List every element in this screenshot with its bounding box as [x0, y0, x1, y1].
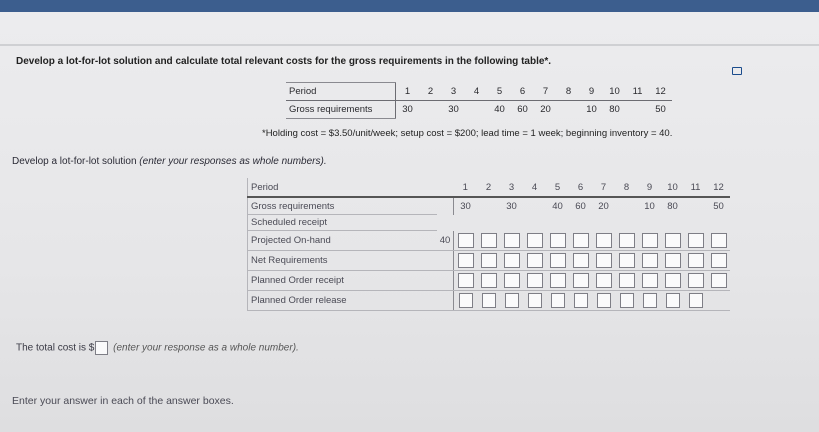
input-cell	[523, 271, 546, 291]
input-cell	[500, 271, 523, 291]
period-cell: 3	[500, 178, 523, 197]
blank-cell	[707, 291, 730, 311]
planned-order-release-input[interactable]	[643, 293, 657, 308]
blank-cell	[437, 291, 454, 311]
gross-cell	[523, 197, 546, 215]
input-cell	[684, 291, 707, 311]
input-cell	[477, 271, 500, 291]
given-gross-cell: 50	[655, 104, 666, 116]
given-gross-cell	[557, 101, 580, 119]
planned-order-release-input[interactable]	[459, 293, 473, 308]
cost-note: *Holding cost = $3.50/unit/week; setup cost = $200; lead time = 1 week; beginning inventory = 40.	[262, 128, 673, 139]
planned-order-receipt-input[interactable]	[596, 273, 612, 288]
instruction-hint: (enter your responses as whole numbers).	[139, 156, 327, 167]
input-cell	[500, 231, 523, 251]
gross-cell: 50	[713, 200, 724, 212]
input-cell	[500, 291, 523, 311]
given-gross-cell: 40	[494, 104, 505, 116]
gross-cell: 20	[598, 200, 609, 212]
projected-on-hand-input[interactable]	[642, 233, 658, 248]
projected-on-hand-input[interactable]	[573, 233, 589, 248]
input-cell	[615, 271, 638, 291]
planned-order-receipt-input[interactable]	[688, 273, 704, 288]
given-gross-cell	[626, 101, 649, 119]
input-cell	[638, 291, 661, 311]
input-cell	[661, 231, 684, 251]
given-period-cell: 5	[488, 83, 511, 101]
total-cost-input[interactable]	[95, 341, 108, 355]
planned-order-receipt-input[interactable]	[642, 273, 658, 288]
input-cell	[707, 251, 730, 271]
gross-cell: 30	[506, 200, 517, 212]
copy-icon[interactable]	[732, 67, 742, 75]
given-gross-cell: 10	[586, 104, 597, 116]
input-cell	[546, 271, 569, 291]
projected-on-hand-input[interactable]	[481, 233, 497, 248]
gross-cell	[477, 197, 500, 215]
input-cell	[477, 251, 500, 271]
blank-cell	[437, 251, 454, 271]
period-cell: 10	[661, 178, 684, 197]
period-cell: 5	[546, 178, 569, 197]
planned-order-release-input[interactable]	[482, 293, 496, 308]
planned-order-release-input[interactable]	[528, 293, 542, 308]
period-cell: 4	[523, 178, 546, 197]
blank-cell	[454, 215, 731, 231]
input-cell	[523, 231, 546, 251]
planned-order-release-input[interactable]	[505, 293, 519, 308]
input-cell	[523, 251, 546, 271]
given-gross-cell	[465, 101, 488, 119]
projected-on-hand-input[interactable]	[619, 233, 635, 248]
net-requirements-input[interactable]	[458, 253, 474, 268]
blank-cell	[437, 197, 454, 215]
input-cell	[592, 231, 615, 251]
given-period-cell: 11	[626, 83, 649, 101]
blank-cell	[437, 271, 454, 291]
input-cell	[684, 231, 707, 251]
gross-cell: 10	[644, 200, 655, 212]
total-cost-line	[16, 341, 299, 355]
input-cell	[638, 231, 661, 251]
input-cell	[569, 231, 592, 251]
gross-requirements-row	[248, 197, 731, 215]
given-gross-label: Gross requirements	[286, 101, 396, 119]
input-cell	[661, 251, 684, 271]
gross-cell: 60	[575, 200, 586, 212]
input-cell	[569, 271, 592, 291]
period-cell: 9	[638, 178, 661, 197]
given-period-cell: 10	[603, 83, 626, 101]
input-cell	[454, 231, 478, 251]
given-period-cell: 2	[419, 83, 442, 101]
net-requirements-input[interactable]	[527, 253, 543, 268]
planned-order-release-input[interactable]	[620, 293, 634, 308]
given-period-label: Period	[286, 83, 396, 101]
total-cost-hint: (enter your response as a whole number).	[113, 342, 299, 354]
planned-order-receipt-input[interactable]	[665, 273, 681, 288]
gross-cell: 80	[667, 200, 678, 212]
projected-on-hand-input[interactable]	[596, 233, 612, 248]
planned-order-release-row	[248, 291, 731, 311]
net-requirements-input[interactable]	[619, 253, 635, 268]
given-gross-cell	[419, 101, 442, 119]
input-cell	[592, 271, 615, 291]
blank-cell	[437, 215, 454, 231]
period-cell: 1	[454, 178, 478, 197]
net-requirements-input[interactable]	[504, 253, 520, 268]
row-label: Period	[248, 178, 438, 197]
planned-order-receipt-input[interactable]	[458, 273, 474, 288]
projected-on-hand-input[interactable]	[665, 233, 681, 248]
input-cell	[546, 251, 569, 271]
instruction-text	[12, 156, 327, 167]
input-cell	[546, 291, 569, 311]
input-cell	[615, 231, 638, 251]
given-period-cell: 12	[649, 83, 672, 101]
scheduled-receipt-row	[248, 215, 731, 231]
gross-cell: 40	[552, 200, 563, 212]
given-gross-cell: 60	[517, 104, 528, 116]
question-text: Develop a lot-for-lot solution and calculate total relevant costs for the gross requirements in the following table*.	[16, 56, 552, 67]
row-label: Planned Order receipt	[248, 271, 438, 291]
mrp-answer-table	[247, 178, 730, 311]
planned-order-release-input[interactable]	[597, 293, 611, 308]
input-cell	[707, 271, 730, 291]
given-gross-cell: 80	[609, 104, 620, 116]
gross-cell: 30	[454, 197, 478, 215]
net-requirements-input[interactable]	[642, 253, 658, 268]
given-period-cell: 3	[442, 83, 465, 101]
beginning-on-hand: 40	[437, 231, 454, 251]
total-cost-prefix: The total cost is $	[16, 342, 95, 354]
input-cell	[638, 251, 661, 271]
given-period-cell: 6	[511, 83, 534, 101]
input-cell	[661, 271, 684, 291]
given-gross-cell: 20	[540, 104, 551, 116]
given-period-row	[286, 83, 672, 101]
planned-order-receipt-input[interactable]	[711, 273, 727, 288]
input-cell	[454, 271, 478, 291]
period-cell: 12	[707, 178, 730, 197]
input-cell	[615, 251, 638, 271]
planned-order-release-input[interactable]	[574, 293, 588, 308]
row-label: Gross requirements	[248, 197, 438, 215]
blank-cell	[437, 178, 454, 197]
projected-on-hand-input[interactable]	[504, 233, 520, 248]
row-label: Net Requirements	[248, 251, 438, 271]
period-cell: 7	[592, 178, 615, 197]
input-cell	[569, 251, 592, 271]
input-cell	[523, 291, 546, 311]
given-gross-cell: 30	[448, 104, 459, 116]
planned-order-receipt-input[interactable]	[573, 273, 589, 288]
projected-on-hand-row	[248, 231, 731, 251]
footer-instruction: Enter your answer in each of the answer boxes.	[12, 395, 234, 407]
input-cell	[454, 291, 478, 311]
planned-order-receipt-row	[248, 271, 731, 291]
input-cell	[477, 291, 500, 311]
net-requirements-input[interactable]	[573, 253, 589, 268]
row-label: Planned Order release	[248, 291, 438, 311]
projected-on-hand-input[interactable]	[711, 233, 727, 248]
projected-on-hand-input[interactable]	[527, 233, 543, 248]
input-cell	[546, 231, 569, 251]
given-period-cell: 1	[396, 83, 420, 101]
input-cell	[477, 231, 500, 251]
given-period-cell: 9	[580, 83, 603, 101]
window-top-bar	[0, 0, 819, 12]
period-cell: 6	[569, 178, 592, 197]
gross-cell	[684, 197, 707, 215]
row-label: Scheduled receipt	[248, 215, 438, 231]
planned-order-receipt-input[interactable]	[481, 273, 497, 288]
period-cell: 11	[684, 178, 707, 197]
input-cell	[684, 251, 707, 271]
net-requirements-input[interactable]	[665, 253, 681, 268]
projected-on-hand-input[interactable]	[550, 233, 566, 248]
input-cell	[500, 251, 523, 271]
input-cell	[684, 271, 707, 291]
period-row	[248, 178, 731, 197]
input-cell	[592, 291, 615, 311]
planned-order-receipt-input[interactable]	[550, 273, 566, 288]
given-table	[286, 82, 672, 119]
net-requirements-input[interactable]	[481, 253, 497, 268]
projected-on-hand-input[interactable]	[688, 233, 704, 248]
period-cell: 8	[615, 178, 638, 197]
given-period-cell: 7	[534, 83, 557, 101]
net-requirements-input[interactable]	[550, 253, 566, 268]
planned-order-release-input[interactable]	[666, 293, 680, 308]
given-gross-row	[286, 101, 672, 119]
net-requirements-input[interactable]	[711, 253, 727, 268]
net-requirements-input[interactable]	[596, 253, 612, 268]
planned-order-receipt-input[interactable]	[619, 273, 635, 288]
projected-on-hand-input[interactable]	[458, 233, 474, 248]
planned-order-receipt-input[interactable]	[527, 273, 543, 288]
input-cell	[615, 291, 638, 311]
instruction-main: Develop a lot-for-lot solution	[12, 156, 140, 167]
given-period-cell: 4	[465, 83, 488, 101]
gross-cell	[615, 197, 638, 215]
header-divider	[0, 44, 819, 46]
planned-order-release-input[interactable]	[551, 293, 565, 308]
given-gross-cell: 30	[396, 101, 420, 119]
planned-order-receipt-input[interactable]	[504, 273, 520, 288]
net-requirements-row	[248, 251, 731, 271]
input-cell	[638, 271, 661, 291]
input-cell	[569, 291, 592, 311]
input-cell	[592, 251, 615, 271]
given-period-cell: 8	[557, 83, 580, 101]
net-requirements-input[interactable]	[688, 253, 704, 268]
input-cell	[707, 231, 730, 251]
input-cell	[661, 291, 684, 311]
row-label: Projected On-hand	[248, 231, 438, 251]
planned-order-release-input[interactable]	[689, 293, 703, 308]
input-cell	[454, 251, 478, 271]
period-cell: 2	[477, 178, 500, 197]
